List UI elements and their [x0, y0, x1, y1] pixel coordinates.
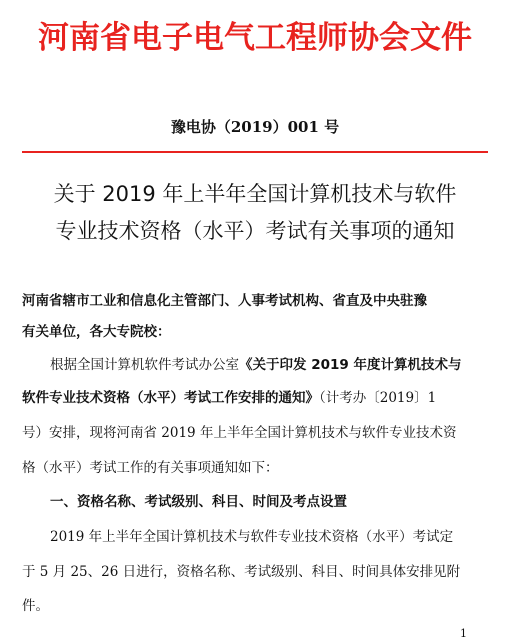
- paragraph-1-line-3: 号）安排，现将河南省 2019 年上半年全国计算机技术与软件专业技术资: [22, 425, 457, 441]
- paragraph-1-line-4: 格（水平）考试工作的有关事项通知如下：: [22, 460, 279, 476]
- section-1-heading: 一、资格名称、考试级别、科目、时间及考点设置: [50, 494, 347, 510]
- paragraph-2-line-3: 件。: [22, 598, 49, 614]
- document-number: 豫电协（2019）001 号: [170, 118, 340, 136]
- paragraph-1-line-2: [22, 388, 492, 408]
- page-number: 1: [460, 627, 467, 640]
- paragraph-2-line-1: 2019 年上半年全国计算机技术与软件专业技术资格（水平）考试定: [50, 529, 454, 545]
- red-divider-rule: [22, 151, 488, 153]
- addressee-line-2: 有关单位，各大专院校：: [22, 324, 171, 340]
- paragraph-1-line-1: [50, 355, 510, 375]
- paragraph-1-line-1-text: 根据全国计算机软件考试办公室: [50, 357, 239, 373]
- referenced-notice-title-part-2: 软件专业技术资格（水平）考试工作安排的通知》: [22, 390, 319, 406]
- paragraph-2-line-2: 于 5 月 25、26 日进行，资格名称、考试级别、科目、时间具体安排见附: [22, 564, 461, 580]
- addressee-line-1: 河南省辖市工业和信息化主管部门、人事考试机构、省直及中央驻豫: [22, 293, 427, 309]
- org-header-title: 河南省电子电气工程师协会文件: [38, 20, 472, 56]
- document-reference: （计考办〔2019〕1: [319, 390, 437, 406]
- notice-title-line-2: 专业技术资格（水平）考试有关事项的通知: [55, 219, 455, 243]
- notice-title-line-1: 关于 2019 年上半年全国计算机技术与软件: [53, 182, 457, 206]
- referenced-notice-title-part-1: 《关于印发 2019 年度计算机技术与: [239, 357, 462, 373]
